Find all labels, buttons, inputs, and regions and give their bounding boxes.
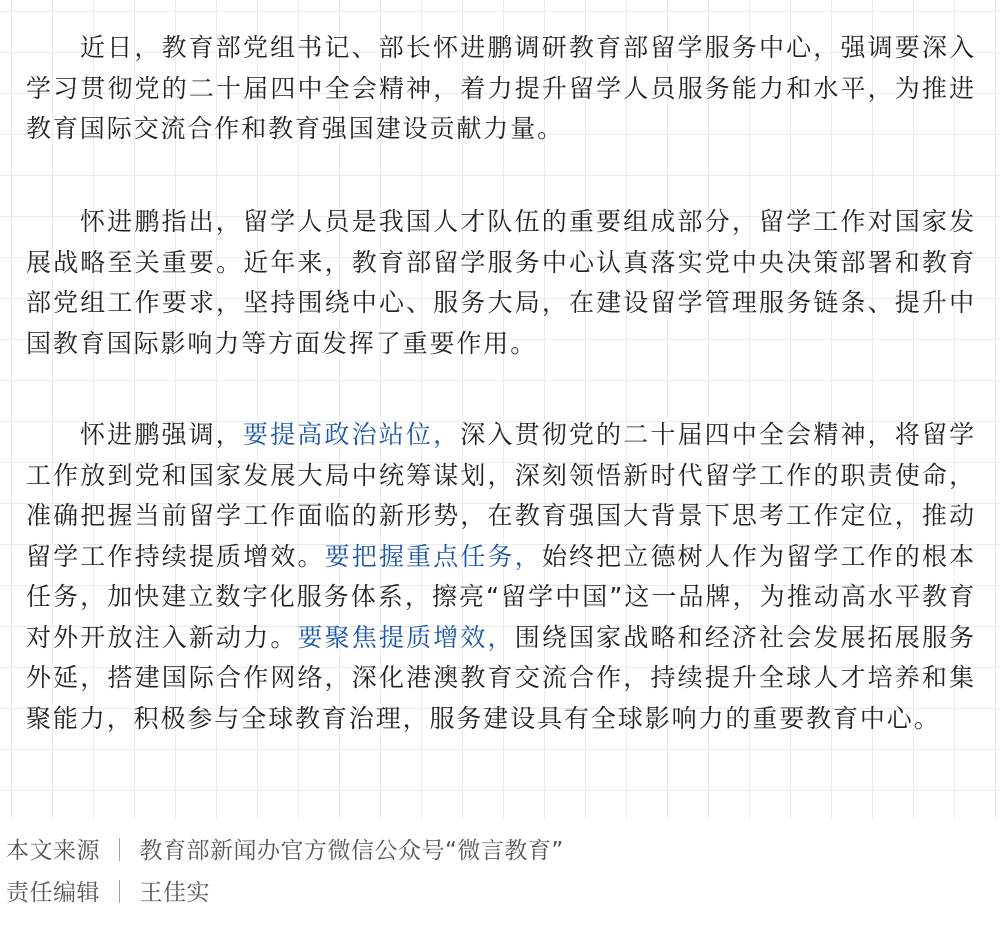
paragraph-3-text-4: 围绕国家战略和经济社会发展拓展服务外延，搭建国际合作网络，深化港澳教育交流合作，持续提升全球人才培养和集聚能力，积极参与全球教育治理，服务建设具有全球影响力的重要教育中心。 xyxy=(26,622,976,733)
paragraph-3-text-3: 始终把立德树人作为留学工作的根本任务，加快建立数字化服务体系，擦亮“留学中国”这一品牌，为推动高水平教育对外开放注入新动力。 xyxy=(26,541,977,652)
editor-separator: ｜ xyxy=(108,880,132,906)
paragraph-3 xyxy=(26,415,976,739)
paragraph-1: 近日，教育部党组书记、部长怀进鹏调研教育部留学服务中心，强调要深入学习贯彻党的二十届四中全会精神，着力提升留学人员服务能力和水平，为推进教育国际交流合作和教育强国建设贡献力量。 xyxy=(26,33,976,143)
editor-label: 责任编辑 xyxy=(6,880,100,906)
paragraph-3-text-2: 深入贯彻党的二十届四中全会精神，将留学工作放到党和国家发展大局中统筹谋划，深刻领悟新时代留学工作的职责使命，准确把握当前留学工作面临的新形势，在教育强国大背景下思考工作定位，推动留学工作持续提质增效。 xyxy=(26,420,977,571)
article-source-line xyxy=(6,832,564,865)
editor-value: 王佳实 xyxy=(139,880,210,906)
paragraph-2: 怀进鹏指出，留学人员是我国人才队伍的重要组成部分，留学工作对国家发展战略至关重要。近年来，教育部留学服务中心认真落实党中央决策部署和教育部党组工作要求，坚持围绕中心、服务大局，在建设留学管理服务链条、提升中国教育国际影响力等方面发挥了重要作用。 xyxy=(26,207,976,358)
article-editor-line xyxy=(6,874,210,907)
highlight-quality-efficiency: 要聚焦提质增效， xyxy=(297,622,515,652)
highlight-key-tasks: 要把握重点任务， xyxy=(324,541,542,571)
paragraph-3-text-1: 怀进鹏强调， xyxy=(80,420,243,449)
highlight-political-stance: 要提高政治站位， xyxy=(242,420,461,449)
source-value: 教育部新闻办官方微信公众号“微言教育” xyxy=(139,838,564,864)
source-label: 本文来源 xyxy=(6,838,100,864)
source-separator: ｜ xyxy=(108,838,132,864)
